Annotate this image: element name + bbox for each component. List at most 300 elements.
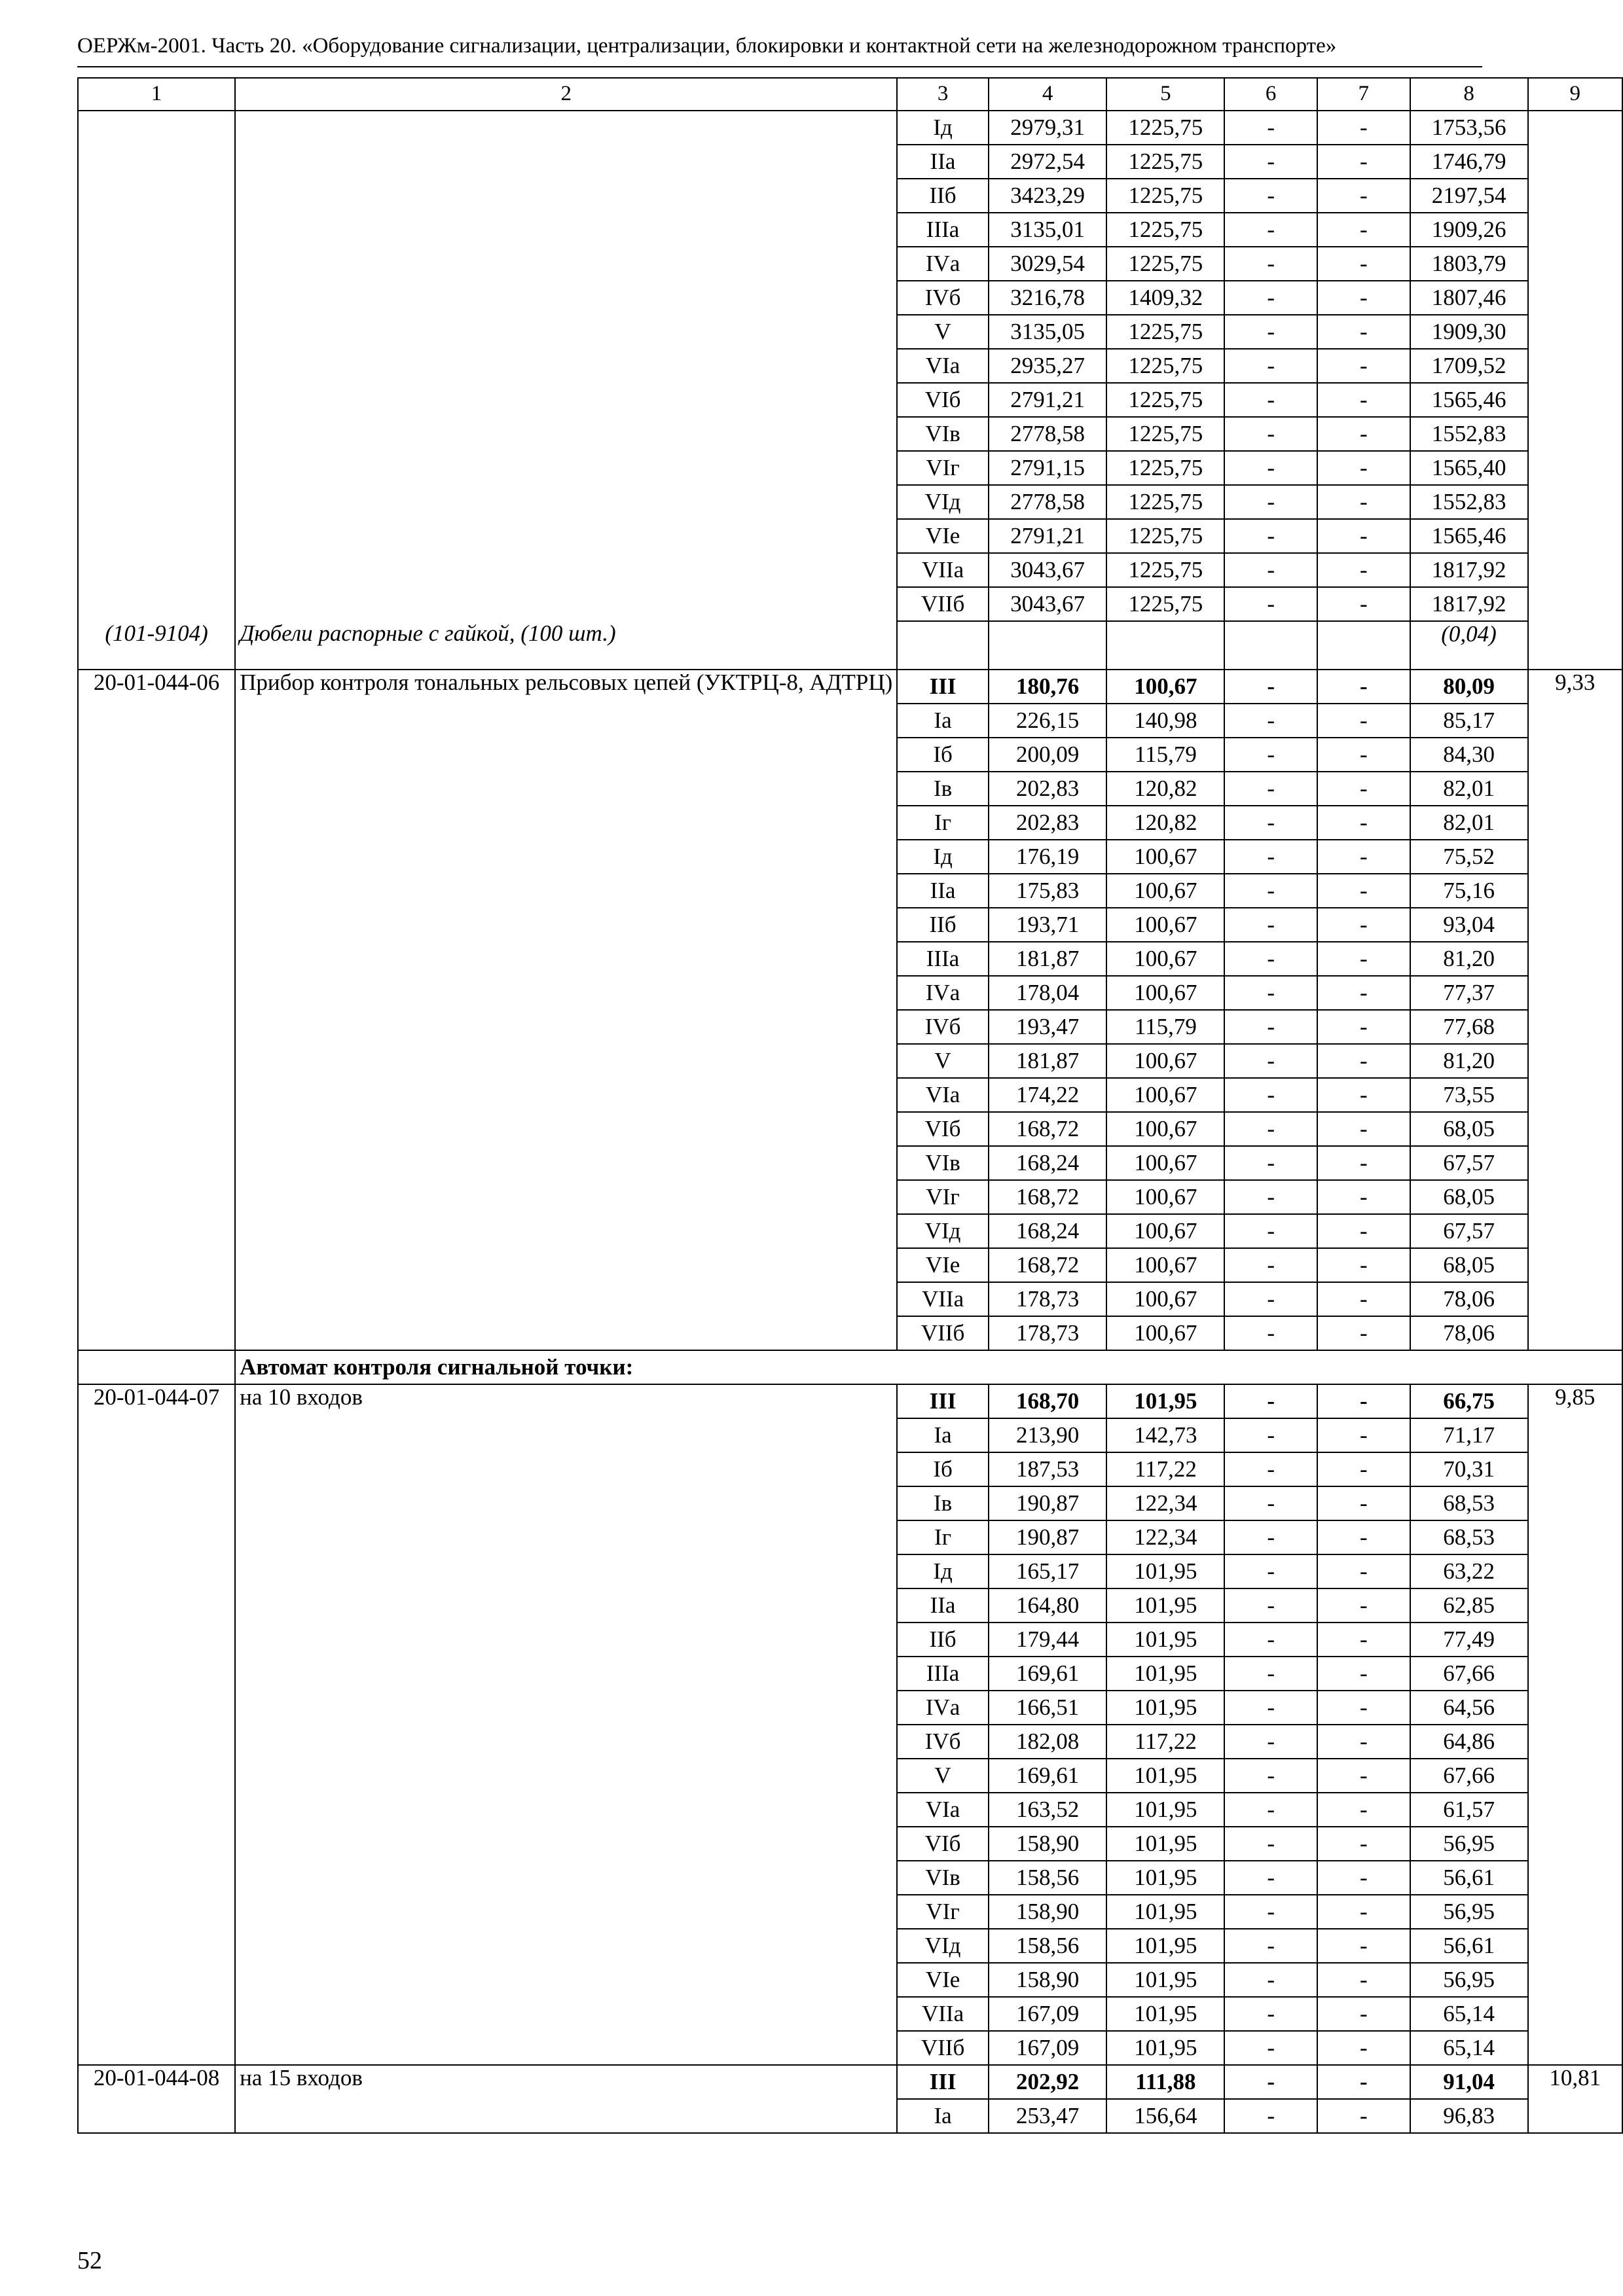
labor-cost-cell: 117,22 [1106,1452,1224,1486]
driver-wage-cell: - [1317,281,1410,315]
total-cost-cell: 167,09 [989,2031,1107,2065]
total-cost-cell: 193,71 [989,908,1107,942]
total-cost-cell: 2979,31 [989,111,1107,145]
material-cost-cell: 1552,83 [1410,485,1528,519]
material-cost-cell: 56,61 [1410,1861,1528,1895]
total-cost-cell: 181,87 [989,942,1107,976]
total-cost-cell: 187,53 [989,1452,1107,1486]
labor-cost-cell: 115,79 [1106,738,1224,772]
labor-cost-cell: 1225,75 [1106,247,1224,281]
machine-cost-cell: - [1224,976,1317,1010]
machine-cost-cell: - [1224,1963,1317,1997]
labor-cost-cell: 100,67 [1106,1248,1224,1282]
material-name-cell: Дюбели распорные с гайкой, (100 шт.) [235,621,897,670]
section-cell: VIIа [897,1282,989,1316]
driver-wage-cell: - [1317,1759,1410,1793]
total-cost-cell: 167,09 [989,1997,1107,2031]
labor-cost-cell: 1225,75 [1106,485,1224,519]
section-cell: IIа [897,145,989,179]
machine-cost-cell: - [1224,1691,1317,1725]
section-cell: IIа [897,1588,989,1623]
col9-cell [1528,111,1622,670]
section-cell: VIг [897,1180,989,1214]
column-number: 6 [1224,78,1317,111]
driver-wage-cell: - [1317,1623,1410,1657]
total-cost-cell: 176,19 [989,840,1107,874]
driver-wage-cell: - [1317,1657,1410,1691]
column-number: 5 [1106,78,1224,111]
driver-wage-cell: - [1317,1452,1410,1486]
material-cost-cell: 78,06 [1410,1282,1528,1316]
material-cost-cell: 1565,46 [1410,519,1528,553]
driver-wage-cell: - [1317,874,1410,908]
total-cost-cell: 158,90 [989,1895,1107,1929]
column-number: 1 [78,78,235,111]
total-cost-cell: 3135,05 [989,315,1107,349]
material-cost-cell: 65,14 [1410,1997,1528,2031]
page-number: 52 [77,2247,102,2274]
labor-cost-cell: 1225,75 [1106,587,1224,621]
material-cost-cell: 1803,79 [1410,247,1528,281]
driver-wage-cell: - [1317,383,1410,417]
driver-wage-cell: - [1317,179,1410,213]
driver-wage-cell: - [1317,1793,1410,1827]
machine-cost-cell: - [1224,1010,1317,1044]
total-cost-cell: 3029,54 [989,247,1107,281]
machine-cost-cell: - [1224,485,1317,519]
total-cost-cell: 158,90 [989,1827,1107,1861]
section-cell: VIIа [897,1997,989,2031]
driver-wage-cell: - [1317,247,1410,281]
total-cost-cell: 178,04 [989,976,1107,1010]
machine-cost-cell: - [1224,1827,1317,1861]
section-cell: IIIа [897,213,989,247]
table-row [78,1384,1622,1418]
empty-cell [1224,621,1317,670]
total-cost-cell: 226,15 [989,704,1107,738]
section-cell: VIIа [897,553,989,587]
total-cost-cell: 168,24 [989,1214,1107,1248]
labor-cost-cell: 100,67 [1106,1180,1224,1214]
material-cost-cell: 64,56 [1410,1691,1528,1725]
driver-wage-cell: - [1317,1146,1410,1180]
material-cost-cell: 1753,56 [1410,111,1528,145]
section-cell: IIб [897,908,989,942]
rates-table [77,77,1623,2134]
total-cost-cell: 200,09 [989,738,1107,772]
driver-wage-cell: - [1317,1861,1410,1895]
machine-cost-cell: - [1224,111,1317,145]
total-cost-cell: 190,87 [989,1520,1107,1554]
material-cost-cell: 75,52 [1410,840,1528,874]
section-cell: VIа [897,1793,989,1827]
total-cost-cell: 168,72 [989,1112,1107,1146]
section-cell: IIб [897,1623,989,1657]
machine-cost-cell: - [1224,281,1317,315]
material-cost-cell: 68,53 [1410,1520,1528,1554]
labor-cost-cell: 100,67 [1106,976,1224,1010]
labor-cost-cell: 1225,75 [1106,451,1224,485]
labor-cost-cell: 101,95 [1106,1588,1224,1623]
labor-cost-cell: 101,95 [1106,1895,1224,1929]
driver-wage-cell: - [1317,1520,1410,1554]
driver-wage-cell: - [1317,349,1410,383]
driver-wage-cell: - [1317,806,1410,840]
column-number: 7 [1317,78,1410,111]
column-number: 9 [1528,78,1622,111]
driver-wage-cell: - [1317,315,1410,349]
labor-cost-cell: 122,34 [1106,1520,1224,1554]
driver-wage-cell: - [1317,213,1410,247]
material-cost-cell: 96,83 [1410,2099,1528,2133]
section-cell: VIа [897,1078,989,1112]
material-cost-cell: 68,05 [1410,1112,1528,1146]
section-cell: Iа [897,704,989,738]
machine-cost-cell: - [1224,1112,1317,1146]
machine-cost-cell: - [1224,738,1317,772]
material-cost-cell: 61,57 [1410,1793,1528,1827]
total-cost-cell: 164,80 [989,1588,1107,1623]
driver-wage-cell: - [1317,1929,1410,1963]
driver-wage-cell: - [1317,111,1410,145]
code-cell [78,111,235,621]
machine-cost-cell: - [1224,1657,1317,1691]
driver-wage-cell: - [1317,942,1410,976]
driver-wage-cell: - [1317,1418,1410,1452]
material-row [78,621,1622,670]
section-cell: VIе [897,1963,989,1997]
material-cost-cell: 1565,46 [1410,383,1528,417]
labor-cost-cell: 101,95 [1106,2031,1224,2065]
column-number: 8 [1410,78,1528,111]
section-cell: VIд [897,1214,989,1248]
labor-cost-cell: 140,98 [1106,704,1224,738]
section-cell: IIIа [897,1657,989,1691]
section-cell: VIIб [897,1316,989,1350]
col9-cell: 9,33 [1528,670,1622,1350]
column-number: 2 [235,78,897,111]
total-cost-cell: 3135,01 [989,213,1107,247]
section-cell: IVб [897,1010,989,1044]
machine-cost-cell: - [1224,383,1317,417]
driver-wage-cell: - [1317,587,1410,621]
labor-cost-cell: 1409,32 [1106,281,1224,315]
labor-cost-cell: 100,67 [1106,670,1224,704]
machine-cost-cell: - [1224,247,1317,281]
total-cost-cell: 2791,21 [989,383,1107,417]
section-cell: VIв [897,1146,989,1180]
total-cost-cell: 174,22 [989,1078,1107,1112]
material-cost-cell: 81,20 [1410,942,1528,976]
machine-cost-cell: - [1224,772,1317,806]
total-cost-cell: 163,52 [989,1793,1107,1827]
driver-wage-cell: - [1317,553,1410,587]
machine-cost-cell: - [1224,1520,1317,1554]
section-cell: Iа [897,2099,989,2133]
machine-cost-cell: - [1224,587,1317,621]
driver-wage-cell: - [1317,1180,1410,1214]
machine-cost-cell: - [1224,942,1317,976]
total-cost-cell: 168,70 [989,1384,1107,1418]
machine-cost-cell: - [1224,1282,1317,1316]
labor-cost-cell: 101,95 [1106,1997,1224,2031]
labor-cost-cell: 101,95 [1106,1759,1224,1793]
total-cost-cell: 179,44 [989,1623,1107,1657]
driver-wage-cell: - [1317,1895,1410,1929]
section-cell: VIа [897,349,989,383]
table-row [78,2065,1622,2099]
labor-cost-cell: 1225,75 [1106,519,1224,553]
driver-wage-cell: - [1317,1691,1410,1725]
labor-cost-cell: 101,95 [1106,1929,1224,1963]
material-cost-cell: 56,95 [1410,1963,1528,1997]
machine-cost-cell: - [1224,1861,1317,1895]
machine-cost-cell: - [1224,1180,1317,1214]
material-cost-cell: 82,01 [1410,806,1528,840]
driver-wage-cell: - [1317,1963,1410,1997]
labor-cost-cell: 122,34 [1106,1486,1224,1520]
machine-cost-cell: - [1224,417,1317,451]
machine-cost-cell: - [1224,1725,1317,1759]
labor-cost-cell: 101,95 [1106,1554,1224,1588]
material-cost-cell: 1807,46 [1410,281,1528,315]
driver-wage-cell: - [1317,1010,1410,1044]
driver-wage-cell: - [1317,519,1410,553]
total-cost-cell: 180,76 [989,670,1107,704]
empty-cell [78,1350,235,1384]
driver-wage-cell: - [1317,1554,1410,1588]
material-cost-cell: 73,55 [1410,1078,1528,1112]
machine-cost-cell: - [1224,670,1317,704]
driver-wage-cell: - [1317,908,1410,942]
driver-wage-cell: - [1317,145,1410,179]
header-rule [77,66,1482,67]
section-cell: IVб [897,281,989,315]
labor-cost-cell: 101,95 [1106,1384,1224,1418]
material-cost-cell: 1817,92 [1410,587,1528,621]
total-cost-cell: 253,47 [989,2099,1107,2133]
labor-cost-cell: 1225,75 [1106,383,1224,417]
machine-cost-cell: - [1224,1078,1317,1112]
machine-cost-cell: - [1224,1316,1317,1350]
total-cost-cell: 202,83 [989,772,1107,806]
material-cost-cell: 77,37 [1410,976,1528,1010]
section-cell: V [897,1759,989,1793]
driver-wage-cell: - [1317,1827,1410,1861]
total-cost-cell: 165,17 [989,1554,1107,1588]
material-cost-cell: 68,05 [1410,1248,1528,1282]
machine-cost-cell: - [1224,806,1317,840]
machine-cost-cell: - [1224,840,1317,874]
machine-cost-cell: - [1224,874,1317,908]
labor-cost-cell: 1225,75 [1106,179,1224,213]
section-cell: IIа [897,874,989,908]
machine-cost-cell: - [1224,1759,1317,1793]
section-cell: VIг [897,1895,989,1929]
machine-cost-cell: - [1224,2065,1317,2099]
material-cost-cell: 66,75 [1410,1384,1528,1418]
material-cost-cell: 1552,83 [1410,417,1528,451]
driver-wage-cell: - [1317,1384,1410,1418]
machine-cost-cell: - [1224,553,1317,587]
section-cell: Iб [897,1452,989,1486]
total-cost-cell: 158,56 [989,1861,1107,1895]
material-cost-cell: 81,20 [1410,1044,1528,1078]
material-cost-cell: 2197,54 [1410,179,1528,213]
section-cell: VIIб [897,2031,989,2065]
labor-cost-cell: 100,67 [1106,942,1224,976]
machine-cost-cell: - [1224,2031,1317,2065]
machine-cost-cell: - [1224,1895,1317,1929]
section-cell: VIIб [897,587,989,621]
material-cost-cell: 78,06 [1410,1316,1528,1350]
machine-cost-cell: - [1224,2099,1317,2133]
labor-cost-cell: 1225,75 [1106,349,1224,383]
empty-cell [1317,621,1410,670]
driver-wage-cell: - [1317,1316,1410,1350]
material-cost-cell: 85,17 [1410,704,1528,738]
labor-cost-cell: 101,95 [1106,1861,1224,1895]
labor-cost-cell: 101,95 [1106,1793,1224,1827]
total-cost-cell: 2791,21 [989,519,1107,553]
labor-cost-cell: 101,95 [1106,1657,1224,1691]
material-cost-cell: 75,16 [1410,874,1528,908]
total-cost-cell: 2935,27 [989,349,1107,383]
machine-cost-cell: - [1224,1248,1317,1282]
driver-wage-cell: - [1317,670,1410,704]
material-cost-cell: 67,57 [1410,1146,1528,1180]
rate-code-cell: 20-01-044-08 [78,2065,235,2133]
material-cost-cell: 70,31 [1410,1452,1528,1486]
labor-cost-cell: 101,95 [1106,1963,1224,1997]
labor-cost-cell: 111,88 [1106,2065,1224,2099]
total-cost-cell: 3043,67 [989,553,1107,587]
table-row [78,111,1622,145]
section-cell: VIб [897,1827,989,1861]
rate-name-cell: на 10 входов [235,1384,897,2065]
section-cell: IVб [897,1725,989,1759]
rate-name-cell: на 15 входов [235,2065,897,2133]
rate-code-cell: 20-01-044-06 [78,670,235,1350]
material-cost-cell: 77,68 [1410,1010,1528,1044]
labor-cost-cell: 100,67 [1106,840,1224,874]
total-cost-cell: 213,90 [989,1418,1107,1452]
section-cell: VIв [897,1861,989,1895]
material-cost-cell: 64,86 [1410,1725,1528,1759]
machine-cost-cell: - [1224,349,1317,383]
material-cost-cell: 91,04 [1410,2065,1528,2099]
total-cost-cell: 178,73 [989,1316,1107,1350]
labor-cost-cell: 115,79 [1106,1010,1224,1044]
total-cost-cell: 3043,67 [989,587,1107,621]
driver-wage-cell: - [1317,2065,1410,2099]
machine-cost-cell: - [1224,908,1317,942]
total-cost-cell: 3423,29 [989,179,1107,213]
driver-wage-cell: - [1317,1248,1410,1282]
section-cell: VIе [897,519,989,553]
section-cell: VIб [897,383,989,417]
total-cost-cell: 2778,58 [989,485,1107,519]
section-cell: V [897,1044,989,1078]
material-cost-cell: 77,49 [1410,1623,1528,1657]
section-cell: VIд [897,485,989,519]
material-cost-cell: 1746,79 [1410,145,1528,179]
driver-wage-cell: - [1317,1112,1410,1146]
total-cost-cell: 190,87 [989,1486,1107,1520]
section-cell: VIд [897,1929,989,1963]
driver-wage-cell: - [1317,1588,1410,1623]
section-cell: IVа [897,1691,989,1725]
column-number: 3 [897,78,989,111]
labor-cost-cell: 100,67 [1106,1214,1224,1248]
machine-cost-cell: - [1224,1214,1317,1248]
driver-wage-cell: - [1317,1044,1410,1078]
section-cell: III [897,1384,989,1418]
section-cell: Iв [897,772,989,806]
total-cost-cell: 166,51 [989,1691,1107,1725]
labor-cost-cell: 117,22 [1106,1725,1224,1759]
labor-cost-cell: 1225,75 [1106,417,1224,451]
machine-cost-cell: - [1224,1044,1317,1078]
material-code-cell: (101-9104) [78,621,235,670]
machine-cost-cell: - [1224,213,1317,247]
total-cost-cell: 169,61 [989,1759,1107,1793]
driver-wage-cell: - [1317,738,1410,772]
labor-cost-cell: 1225,75 [1106,553,1224,587]
machine-cost-cell: - [1224,1452,1317,1486]
driver-wage-cell: - [1317,451,1410,485]
driver-wage-cell: - [1317,1725,1410,1759]
section-cell: VIе [897,1248,989,1282]
section-cell: Iд [897,111,989,145]
total-cost-cell: 2972,54 [989,145,1107,179]
material-cost-cell: 62,85 [1410,1588,1528,1623]
rates-table-body [78,78,1622,2133]
rate-code-cell: 20-01-044-07 [78,1384,235,2065]
column-number: 4 [989,78,1107,111]
material-cost-cell: 67,66 [1410,1657,1528,1691]
machine-cost-cell: - [1224,1623,1317,1657]
section-cell: III [897,670,989,704]
section-cell: Iд [897,1554,989,1588]
material-cost-cell: 1565,40 [1410,451,1528,485]
empty-cell [989,621,1107,670]
labor-cost-cell: 1225,75 [1106,111,1224,145]
labor-cost-cell: 100,67 [1106,1316,1224,1350]
section-cell: III [897,2065,989,2099]
driver-wage-cell: - [1317,1078,1410,1112]
machine-cost-cell: - [1224,179,1317,213]
material-cost-cell: 65,14 [1410,2031,1528,2065]
section-cell: Iа [897,1418,989,1452]
total-cost-cell: 158,90 [989,1963,1107,1997]
driver-wage-cell: - [1317,976,1410,1010]
material-cost-cell: 67,57 [1410,1214,1528,1248]
total-cost-cell: 193,47 [989,1010,1107,1044]
labor-cost-cell: 1225,75 [1106,145,1224,179]
material-cost-cell: 56,95 [1410,1895,1528,1929]
machine-cost-cell: - [1224,1384,1317,1418]
labor-cost-cell: 100,67 [1106,908,1224,942]
machine-cost-cell: - [1224,1554,1317,1588]
total-cost-cell: 168,72 [989,1248,1107,1282]
total-cost-cell: 3216,78 [989,281,1107,315]
material-cost-cell: 56,95 [1410,1827,1528,1861]
material-cost-cell: 56,61 [1410,1929,1528,1963]
total-cost-cell: 181,87 [989,1044,1107,1078]
material-cost-cell: 1909,30 [1410,315,1528,349]
total-cost-cell: 202,92 [989,2065,1107,2099]
